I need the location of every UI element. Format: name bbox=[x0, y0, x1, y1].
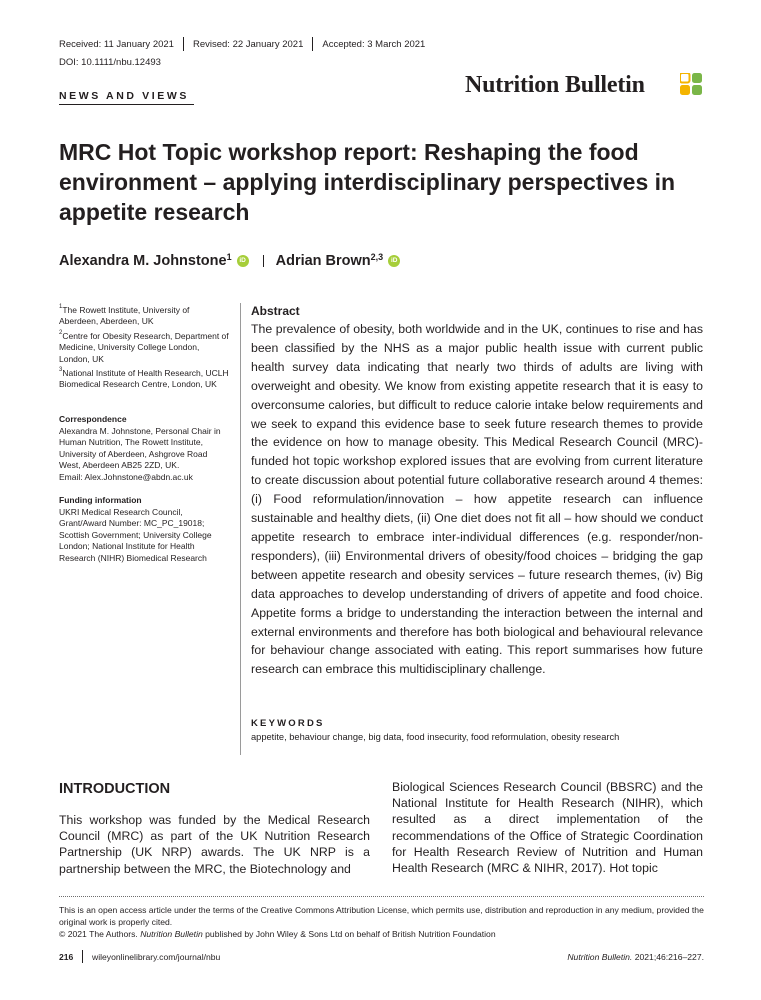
date-separator bbox=[183, 37, 184, 51]
keywords-text: appetite, behaviour change, big data, food insecurity, food reformulation, obesity research bbox=[251, 732, 620, 742]
section-label: NEWS AND VIEWS bbox=[59, 90, 189, 102]
revised-date: Revised: 22 January 2021 bbox=[192, 38, 304, 50]
author-name[interactable]: Alexandra M. Johnstone bbox=[59, 253, 227, 269]
license-notice bbox=[59, 904, 704, 941]
logo-square bbox=[692, 73, 702, 83]
citation bbox=[500, 952, 704, 962]
funding-heading: Funding information bbox=[59, 495, 142, 505]
page-number: 216 bbox=[59, 952, 74, 962]
affiliation-sup: 3 bbox=[59, 367, 63, 373]
body-column-right: Biological Sciences Research Council (BBSRC) and the National Institute for Health Research (NIHR), which resulted as a direct implementation of the recommendations of the Office of Strategic Coordination for Health Research Review of Nutrition and Human Health Research (MRC & NIHR, 2017). Hot topic bbox=[392, 780, 703, 876]
received-date: Received: 11 January 2021 bbox=[59, 38, 174, 50]
logo-square bbox=[680, 73, 690, 83]
logo-square bbox=[680, 85, 690, 95]
abstract-text: The prevalence of obesity, both worldwide and in the UK, continues to rise and has been classified by the NHS as a major public health issue with current public health survey data indicating that nearly two thirds of adults are living with overweight and obesity. We know from existing appetite research that it is easy to overconsume calories, but difficult to reduce calorie intake below requirements and we seek to expand this evidence base to seek future research themes to provide the evidence on how to manage obesity. This Medical Research Council (MRC)-funded hot topic workshop explored issues that are evolving from current literature to create discussion about potential future collaborative research around 4 themes: (i) Food reformulation/innovation – how appetite research can influence sustainable and healthy diets, (ii) One diet does not fit all – how should we conduct appetite research to embrace inter-individual differences (e.g. responder/non-responders), (iii) Environmental drivers of obesity/food choices – bridging the gap between appetite research and obesity services – future research themes, (iv) Big data approaches to develop understanding of drivers of appetite and food choice. Appetite forms a bridge to understanding the interaction between the internal and external environments and therefore has both biological and behavioural relevance for behaviour change associated with eating. This report summarises how future research can embrace this multidisciplinary challenge. bbox=[251, 322, 703, 677]
funding-text: UKRI Medical Research Council, Grant/Award Number: MC_PC_19018; Scottish Government; University College London; National Institute for Health Research (NIHR) Biomedical Research bbox=[59, 506, 212, 563]
author-separator bbox=[263, 255, 264, 267]
journal-logo-icon bbox=[680, 73, 702, 95]
affiliation bbox=[59, 329, 229, 365]
copyright-suffix: published by John Wiley & Sons Ltd on behalf of British Nutrition Foundation bbox=[205, 929, 496, 940]
article-title: MRC Hot Topic workshop report: Reshaping the food environment – applying interdisciplinary perspectives in appetite research bbox=[59, 139, 676, 225]
orcid-icon[interactable]: iD bbox=[388, 255, 400, 267]
citation-journal: Nutrition Bulletin. bbox=[567, 952, 633, 962]
footer-separator bbox=[82, 950, 83, 963]
body-column-left: This workshop was funded by the Medical Research Council (MRC) as part of the UK Nutrition Research Partnership (UK NRP) awards. The UK NRP is a partnership between the MRC, the Biotechnology and bbox=[59, 813, 370, 876]
citation-details: 2021;46:216–227. bbox=[634, 952, 704, 962]
correspondence-heading: Correspondence bbox=[59, 414, 127, 424]
keywords-heading: KEYWORDS bbox=[251, 718, 325, 729]
orcid-icon[interactable]: iD bbox=[237, 255, 249, 267]
author-list bbox=[59, 253, 400, 269]
affiliation-sup: 1 bbox=[59, 304, 63, 310]
copyright-line bbox=[59, 928, 704, 940]
affiliation-text: The Rowett Institute, University of Aberdeen, Aberdeen, UK bbox=[59, 304, 190, 327]
correspondence bbox=[59, 414, 229, 483]
author-affiliation-sup: 2,3 bbox=[370, 252, 384, 262]
journal-title: Nutrition Bulletin bbox=[465, 72, 645, 98]
introduction-heading: INTRODUCTION bbox=[59, 781, 171, 797]
article-dates bbox=[59, 37, 425, 51]
section-underline bbox=[59, 104, 194, 105]
logo-square bbox=[692, 85, 702, 95]
license-text: This is an open access article under the terms of the Creative Commons Attribution License, which permits use, distribution and reproduction in any medium, provided the original work is properly cited. bbox=[59, 905, 704, 928]
abstract-heading: Abstract bbox=[251, 304, 300, 318]
author-affiliation-sup: 1 bbox=[226, 252, 232, 262]
abstract-divider bbox=[240, 303, 241, 755]
copyright-prefix: © 2021 The Authors. bbox=[59, 929, 138, 940]
date-separator bbox=[312, 37, 313, 51]
funding-info bbox=[59, 495, 229, 564]
license-divider bbox=[59, 896, 704, 897]
affiliation-text: Centre for Obesity Research, Department of Medicine, University College London, London, UK bbox=[59, 330, 229, 364]
affiliation-text: National Institute of Health Research, UCLH Biomedical Research Centre, London, UK bbox=[59, 367, 229, 390]
affiliation-sup: 2 bbox=[59, 330, 63, 336]
correspondence-email[interactable]: Email: Alex.Johnstone@abdn.ac.uk bbox=[59, 471, 193, 482]
doi[interactable]: DOI: 10.1111/nbu.12493 bbox=[59, 57, 161, 68]
affiliation bbox=[59, 366, 229, 391]
journal-url[interactable]: wileyonlinelibrary.com/journal/nbu bbox=[92, 952, 221, 962]
accepted-date: Accepted: 3 March 2021 bbox=[322, 38, 426, 50]
affiliation bbox=[59, 303, 229, 328]
correspondence-text: Alexandra M. Johnstone, Personal Chair in Human Nutrition, The Rowett Institute, University of Aberdeen, Ashgrove Road West, Aberdeen AB25 2ZD, UK. bbox=[59, 425, 221, 470]
author-name[interactable]: Adrian Brown bbox=[275, 253, 371, 269]
copyright-journal: Nutrition Bulletin bbox=[140, 929, 203, 940]
